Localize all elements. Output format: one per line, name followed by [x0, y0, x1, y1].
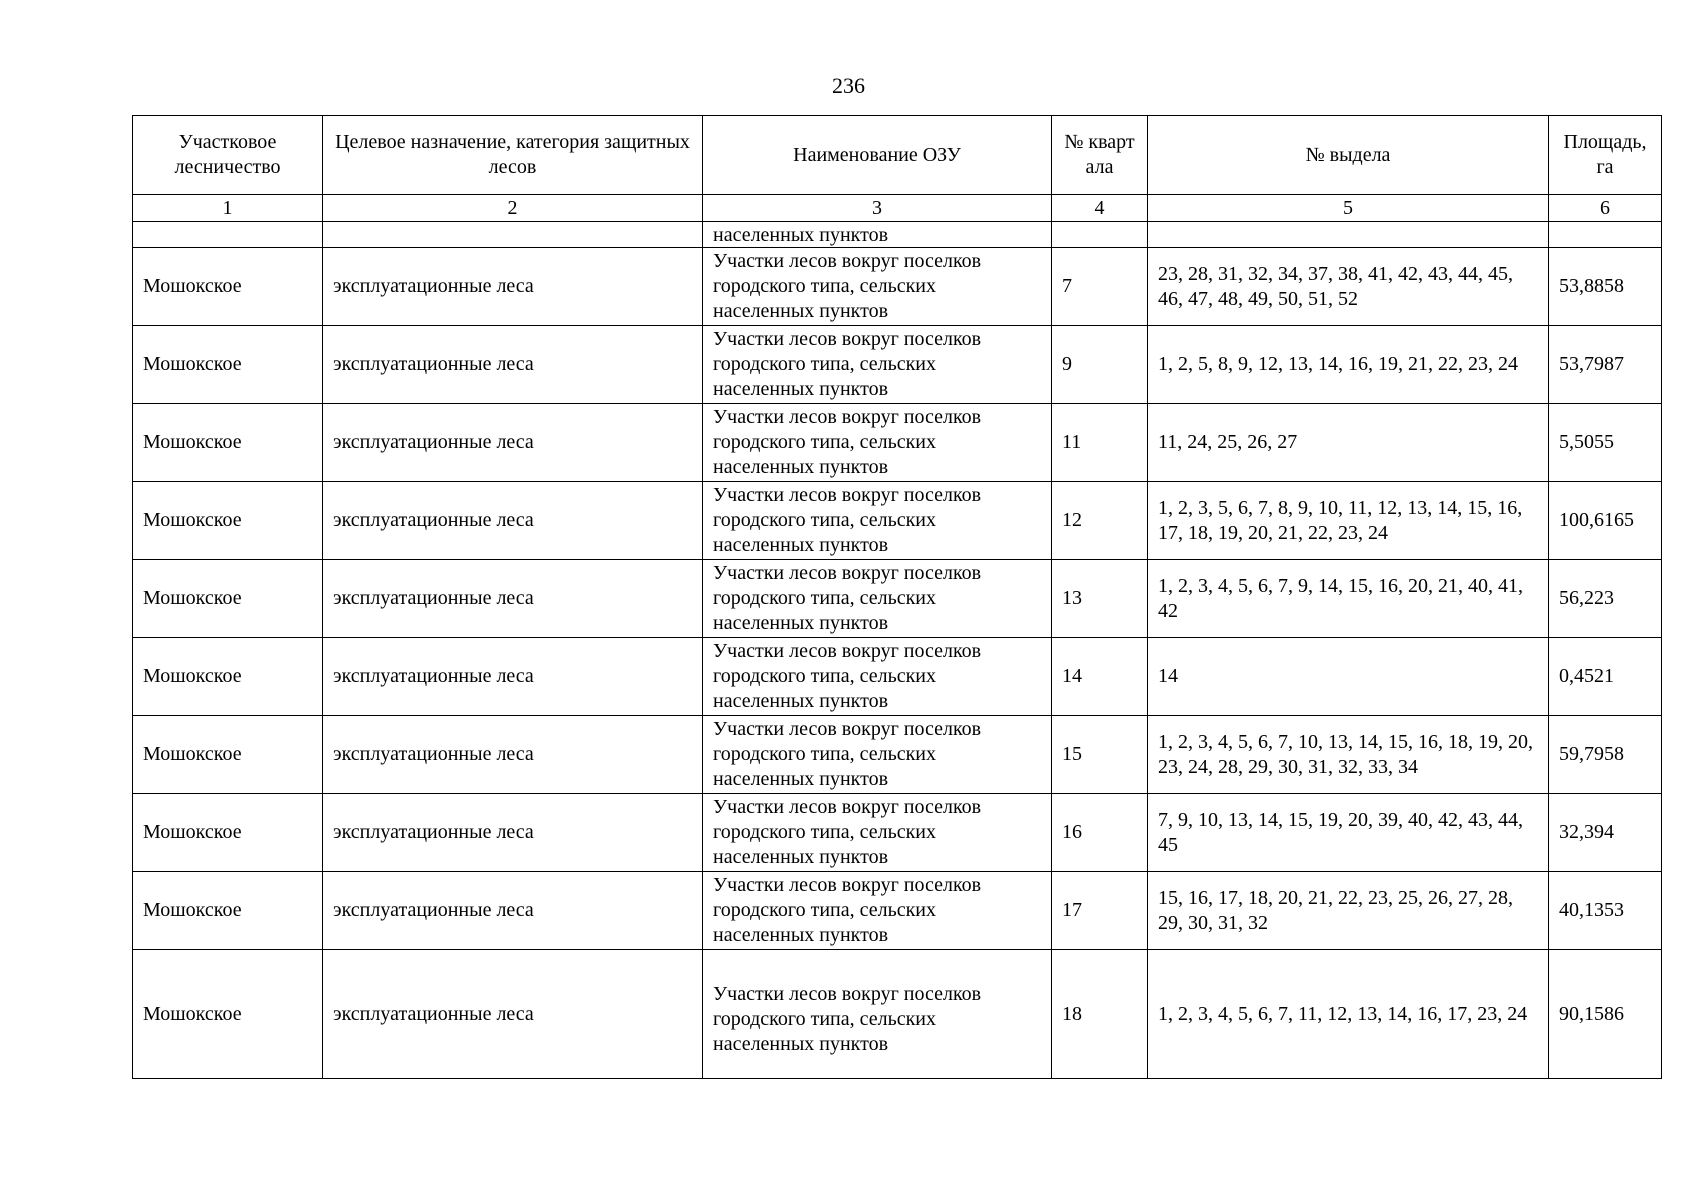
cell-category: эксплуатационные леса [323, 794, 703, 872]
cell-forestry: Мошокское [133, 560, 323, 638]
cell-quarter: 7 [1052, 248, 1148, 326]
cell-ozu-name: Участки лесов вокруг поселков городского типа, сельских населенных пунктов [703, 482, 1052, 560]
cell-ozu-name: населенных пунктов [703, 222, 1052, 248]
column-number: 2 [323, 195, 703, 222]
cell-category: эксплуатационные леса [323, 248, 703, 326]
cell-area [1549, 222, 1662, 248]
table-row [133, 950, 1662, 1079]
column-number: 4 [1052, 195, 1148, 222]
table-row [133, 326, 1662, 404]
cell-category [323, 222, 703, 248]
cell-area: 0,4521 [1549, 638, 1662, 716]
cell-forestry: Мошокское [133, 638, 323, 716]
column-number: 5 [1148, 195, 1549, 222]
cell-category: эксплуатационные леса [323, 482, 703, 560]
table-row [133, 638, 1662, 716]
cell-parcels: 11, 24, 25, 26, 27 [1148, 404, 1549, 482]
cell-quarter: 11 [1052, 404, 1148, 482]
table-row [133, 560, 1662, 638]
cell-category: эксплуатационные леса [323, 404, 703, 482]
cell-parcels: 1, 2, 5, 8, 9, 12, 13, 14, 16, 19, 21, 22, 23, 24 [1148, 326, 1549, 404]
table-row [133, 794, 1662, 872]
cell-category: эксплуатационные леса [323, 716, 703, 794]
column-number: 1 [133, 195, 323, 222]
cell-quarter: 15 [1052, 716, 1148, 794]
column-numbers-row [133, 195, 1662, 222]
cell-area: 53,8858 [1549, 248, 1662, 326]
header-area: Площадь, га [1549, 116, 1662, 195]
cell-quarter: 16 [1052, 794, 1148, 872]
cell-area: 5,5055 [1549, 404, 1662, 482]
header-ozu-name: Наименование ОЗУ [703, 116, 1052, 195]
table-row [133, 482, 1662, 560]
cell-area: 100,6165 [1549, 482, 1662, 560]
cell-ozu-name: Участки лесов вокруг поселков городского типа, сельских населенных пунктов [703, 638, 1052, 716]
table-header-row [133, 116, 1662, 195]
cell-forestry: Мошокское [133, 482, 323, 560]
header-parcels: № выдела [1148, 116, 1549, 195]
cell-forestry: Мошокское [133, 716, 323, 794]
cell-area: 32,394 [1549, 794, 1662, 872]
cell-area: 90,1586 [1549, 950, 1662, 1079]
cell-quarter: 12 [1052, 482, 1148, 560]
cell-parcels: 7, 9, 10, 13, 14, 15, 19, 20, 39, 40, 42, 43, 44, 45 [1148, 794, 1549, 872]
table-row [133, 404, 1662, 482]
cell-category: эксплуатационные леса [323, 950, 703, 1079]
cell-forestry: Мошокское [133, 326, 323, 404]
header-quarter-label: № квартала [1064, 131, 1135, 178]
cell-parcels: 1, 2, 3, 4, 5, 6, 7, 10, 13, 14, 15, 16, 18, 19, 20, 23, 24, 28, 29, 30, 31, 32, 33, 34 [1148, 716, 1549, 794]
cell-parcels: 1, 2, 3, 5, 6, 7, 8, 9, 10, 11, 12, 13, 14, 15, 16, 17, 18, 19, 20, 21, 22, 23, 24 [1148, 482, 1549, 560]
cell-category: эксплуатационные леса [323, 560, 703, 638]
table-row [133, 248, 1662, 326]
cell-forestry: Мошокское [133, 872, 323, 950]
cell-quarter: 13 [1052, 560, 1148, 638]
cell-quarter: 17 [1052, 872, 1148, 950]
cell-ozu-name: Участки лесов вокруг поселков городского типа, сельских населенных пунктов [703, 248, 1052, 326]
ozu-table [132, 115, 1662, 1079]
cell-parcels: 23, 28, 31, 32, 34, 37, 38, 41, 42, 43, 44, 45, 46, 47, 48, 49, 50, 51, 52 [1148, 248, 1549, 326]
header-category: Целевое назначение, категория защитных лесов [323, 116, 703, 195]
cell-area: 56,223 [1549, 560, 1662, 638]
cell-category: эксплуатационные леса [323, 872, 703, 950]
cell-ozu-name: Участки лесов вокруг поселков городского типа, сельских населенных пунктов [703, 950, 1052, 1079]
cell-forestry: Мошокское [133, 404, 323, 482]
cell-parcels [1148, 222, 1549, 248]
header-forestry: Участковое лесничество [133, 116, 323, 195]
cell-ozu-name: Участки лесов вокруг поселков городского типа, сельских населенных пунктов [703, 794, 1052, 872]
cell-parcels: 1, 2, 3, 4, 5, 6, 7, 11, 12, 13, 14, 16, 17, 23, 24 [1148, 950, 1549, 1079]
page-number: 236 [832, 73, 865, 98]
cell-category: эксплуатационные леса [323, 326, 703, 404]
column-number: 3 [703, 195, 1052, 222]
cell-forestry: Мошокское [133, 950, 323, 1079]
cell-parcels: 15, 16, 17, 18, 20, 21, 22, 23, 25, 26, 27, 28, 29, 30, 31, 32 [1148, 872, 1549, 950]
cell-area: 53,7987 [1549, 326, 1662, 404]
continuation-row [133, 222, 1662, 248]
cell-quarter: 18 [1052, 950, 1148, 1079]
cell-forestry: Мошокское [133, 794, 323, 872]
table-row [133, 716, 1662, 794]
cell-quarter: 14 [1052, 638, 1148, 716]
cell-quarter [1052, 222, 1148, 248]
cell-forestry: Мошокское [133, 248, 323, 326]
cell-ozu-name: Участки лесов вокруг поселков городского типа, сельских населенных пунктов [703, 404, 1052, 482]
cell-category: эксплуатационные леса [323, 638, 703, 716]
column-number: 6 [1549, 195, 1662, 222]
cell-ozu-name: Участки лесов вокруг поселков городского типа, сельских населенных пунктов [703, 560, 1052, 638]
cell-quarter: 9 [1052, 326, 1148, 404]
cell-forestry [133, 222, 323, 248]
cell-ozu-name: Участки лесов вокруг поселков городского типа, сельских населенных пунктов [703, 872, 1052, 950]
cell-parcels: 1, 2, 3, 4, 5, 6, 7, 9, 14, 15, 16, 20, 21, 40, 41, 42 [1148, 560, 1549, 638]
header-quarter [1052, 116, 1148, 195]
cell-area: 59,7958 [1549, 716, 1662, 794]
cell-area: 40,1353 [1549, 872, 1662, 950]
table-row [133, 872, 1662, 950]
cell-ozu-name: Участки лесов вокруг поселков городского типа, сельских населенных пунктов [703, 716, 1052, 794]
cell-ozu-name: Участки лесов вокруг поселков городского типа, сельских населенных пунктов [703, 326, 1052, 404]
cell-parcels: 14 [1148, 638, 1549, 716]
